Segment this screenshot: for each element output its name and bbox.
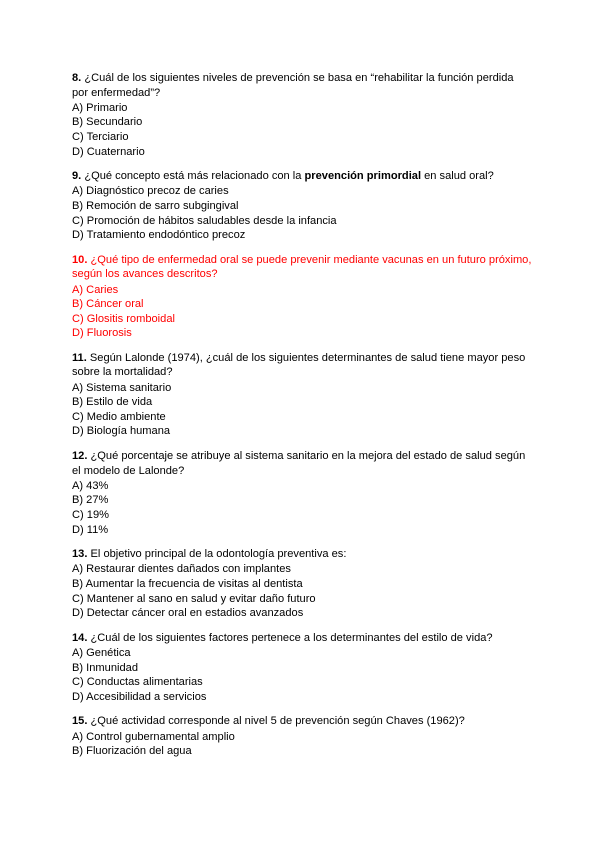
question-number: 12. (72, 450, 88, 463)
question-number: 10. (72, 253, 88, 266)
question-14 (72, 631, 532, 705)
option-a: A) Control gubernamental amplio (72, 730, 235, 743)
option-a: A) Genética (72, 646, 131, 659)
option-b: B) Estilo de vida (72, 396, 153, 409)
question-text: ¿Qué porcentaje se atribuye al sistema sanitario en la mejora del estado de salud según el modelo de Lalonde? (72, 450, 526, 477)
question-text: El objetivo principal de la odontología preventiva es: (87, 548, 347, 561)
question-8 (72, 71, 532, 159)
question-stem (72, 547, 532, 562)
question-stem (72, 449, 532, 478)
question-number: 14. (72, 631, 88, 644)
option-b: B) Secundario (72, 116, 143, 129)
question-12 (72, 449, 532, 537)
option-c: C) Terciario (72, 130, 129, 143)
question-15 (72, 714, 532, 758)
option-a: A) Sistema sanitario (72, 381, 172, 394)
question-stem (72, 253, 532, 282)
option-b: B) Cáncer oral (72, 298, 144, 311)
question-stem (72, 714, 532, 729)
document-page (72, 71, 532, 769)
question-10 (72, 253, 532, 341)
option-d: D) Biología humana (72, 425, 171, 438)
question-stem (72, 351, 532, 380)
question-number: 8. (72, 72, 82, 84)
option-c: C) Conductas alimentarias (72, 676, 203, 689)
option-d: D) Tratamiento endodóntico precoz (72, 229, 246, 242)
option-d: D) 11% (72, 523, 109, 536)
option-d: D) Fluorosis (72, 327, 132, 340)
option-c: C) Medio ambiente (72, 410, 166, 423)
option-b: B) Inmunidad (72, 661, 138, 674)
option-b: B) Aumentar la frecuencia de visitas al dentista (72, 577, 303, 590)
question-number: 11. (72, 351, 87, 364)
question-text: ¿Qué concepto está más relacionado con la (81, 170, 305, 183)
question-text: ¿Qué tipo de enfermedad oral se puede prevenir mediante vacunas en un futuro próximo, según los avances descritos? (72, 253, 532, 281)
option-b: B) Remoción de sarro subgingival (72, 199, 239, 212)
question-9 (72, 169, 532, 243)
question-stem (72, 631, 532, 646)
option-c: C) 19% (72, 509, 109, 521)
option-d: D) Cuaternario (72, 145, 145, 158)
option-a: A) Restaurar dientes dañados con implantes (72, 563, 291, 576)
question-11 (72, 351, 532, 439)
option-c: C) Glositis romboidal (72, 312, 175, 325)
option-d: D) Detectar cáncer oral en estadios avanzados (72, 607, 304, 620)
question-text: ¿Qué actividad corresponde al nivel 5 de prevención según Chaves (1962)? (87, 715, 465, 728)
question-text: ¿Cuál de los siguientes niveles de prevención se basa en “rehabilitar la función perdida por enfermedad”? (72, 72, 514, 99)
option-c: C) Promoción de hábitos saludables desde la infancia (72, 214, 337, 227)
question-text: ¿Cuál de los siguientes factores pertenece a los determinantes del estilo de vida? (87, 631, 493, 644)
question-text: Según Lalonde (1974), ¿cuál de los siguientes determinantes de salud tiene mayor peso sobre la mortalidad? (72, 351, 526, 379)
question-number: 13. (72, 548, 88, 561)
option-d: D) Accesibilidad a servicios (72, 690, 207, 703)
question-13 (72, 547, 532, 621)
option-c: C) Mantener al sano en salud y evitar daño futuro (72, 592, 316, 605)
question-number: 9. (72, 170, 82, 183)
option-a: A) Primario (72, 101, 128, 114)
option-a: A) Caries (72, 283, 119, 296)
question-text-end: en salud oral? (421, 170, 494, 183)
option-b: B) Fluorización del agua (72, 745, 192, 758)
option-a: A) 43% (72, 479, 109, 492)
option-b: B) 27% (72, 494, 109, 507)
option-a: A) Diagnóstico precoz de caries (72, 185, 229, 198)
question-stem (72, 71, 532, 100)
question-number: 15. (72, 715, 88, 728)
question-stem (72, 169, 532, 184)
question-keyword: prevención primordial (304, 170, 422, 183)
